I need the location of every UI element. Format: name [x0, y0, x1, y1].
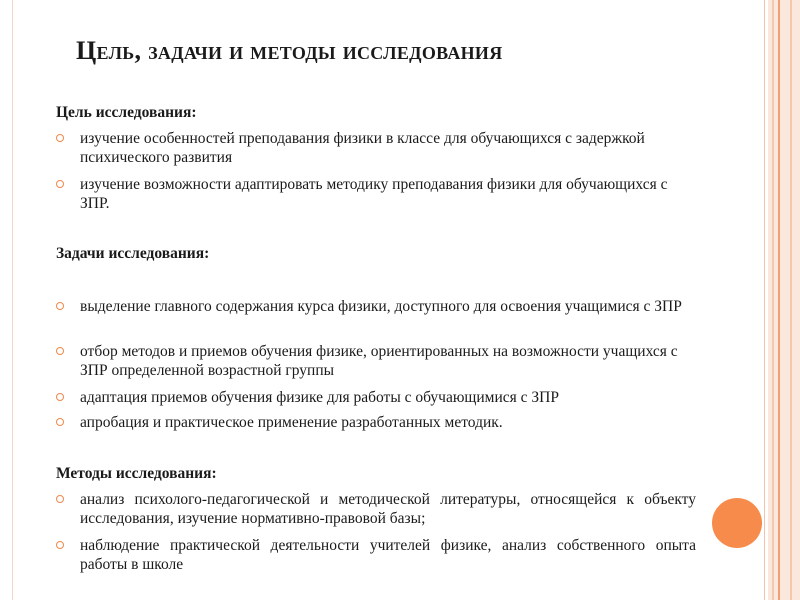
bullet-circle-icon — [56, 302, 64, 310]
bullet-circle-icon — [56, 418, 64, 426]
section-heading-tasks: Задачи исследования: — [56, 245, 210, 262]
section-heading-methods: Методы исследования: — [56, 465, 217, 482]
band-stripe — [778, 0, 780, 600]
bullet-circle-icon — [56, 134, 64, 142]
right-decorative-band — [768, 0, 800, 600]
section-heading-goal: Цель исследования: — [56, 104, 197, 121]
bullet-circle-icon — [56, 393, 64, 401]
list-item: анализ психолого-педагогической и методической литературы, относящейся к объекту исследования, изучение нормативно-правовой базы; — [56, 490, 696, 528]
bullet-circle-icon — [56, 180, 64, 188]
list-item: апробация и практическое применение разработанных методик. — [56, 413, 696, 432]
band-stripe — [790, 0, 792, 600]
list-item: отбор методов и приемов обучения физике, ориентированных на возможности учащихся с ЗПР определенной возрастной группы — [56, 342, 696, 380]
slide-title: Цель, задачи и методы исследования — [76, 36, 503, 65]
bullet-circle-icon — [56, 347, 64, 355]
list-item: наблюдение практической деятельности учителей физике, анализ собственного опыта работы в школе — [56, 536, 696, 574]
orange-circle-decoration — [712, 498, 762, 548]
list-item: изучение возможности адаптировать методику преподавания физики для обучающихся с ЗПР. — [56, 175, 696, 213]
right-divider-line — [764, 0, 765, 600]
bullet-circle-icon — [56, 495, 64, 503]
band-stripe — [772, 0, 774, 600]
list-item: адаптация приемов обучения физике для работы с обучающимися с ЗПР — [56, 388, 696, 407]
left-border — [0, 0, 13, 600]
list-item: выделение главного содержания курса физики, доступного для освоения учащимися с ЗПР — [56, 297, 696, 316]
list-item: изучение особенностей преподавания физики в классе для обучающихся с задержкой психического развития — [56, 129, 696, 167]
bullet-circle-icon — [56, 541, 64, 549]
